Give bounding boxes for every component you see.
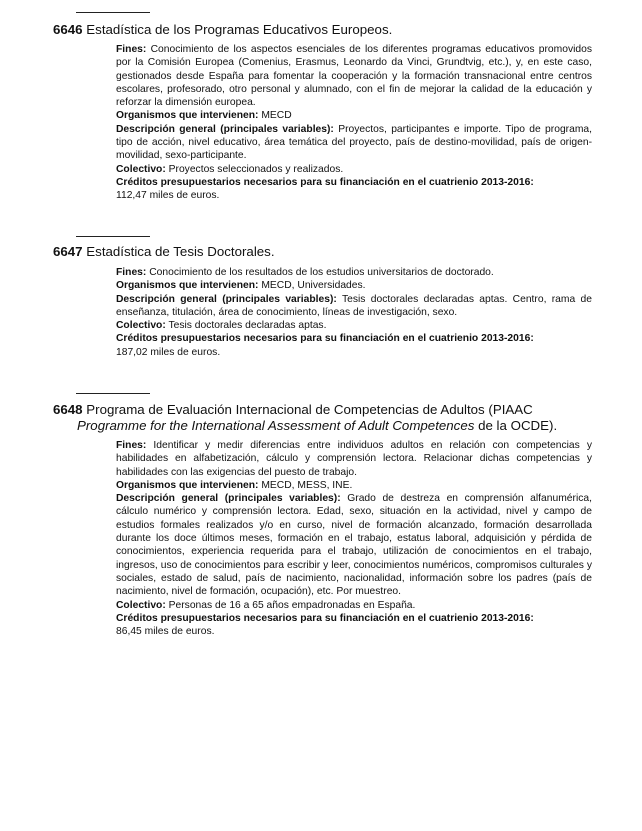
creditos-field (116, 332, 592, 359)
colectivo-value: Personas de 16 a 65 años empadronadas en España. (168, 599, 416, 611)
creditos-value: 187,02 miles de euros. (116, 346, 221, 358)
fines-field (116, 266, 592, 279)
organismos-value: MECD (261, 110, 292, 122)
organismos-field (116, 109, 592, 122)
colectivo-field (116, 163, 592, 176)
descripcion-label: Descripción general (principales variables): (116, 123, 334, 135)
creditos-field (116, 612, 592, 639)
entry-title-text: Estadística de Tesis Doctorales. (86, 244, 275, 259)
colectivo-value: Tesis doctorales declaradas aptas. (168, 320, 327, 332)
entry-code: 6647 (53, 244, 83, 259)
organismos-value: MECD, Universidades. (261, 280, 366, 292)
colectivo-label: Colectivo: (116, 163, 166, 175)
entry-body (116, 266, 592, 359)
colectivo-field (116, 319, 592, 332)
entry-title (53, 22, 613, 38)
colectivo-field (116, 599, 592, 612)
creditos-value: 112,47 miles de euros. (116, 190, 220, 202)
separator-rule (76, 12, 150, 13)
entry-title-suffix: de la OCDE). (474, 418, 558, 433)
entry-code: 6648 (53, 402, 83, 417)
fines-value: Conocimiento de los resultados de los estudios universitarios de doctorado. (149, 267, 494, 278)
descripcion-label: Descripción general (principales variables): (116, 493, 341, 505)
entry-code: 6646 (53, 22, 83, 37)
fines-label: Fines: (116, 267, 147, 278)
creditos-field (116, 176, 592, 203)
organismos-field (116, 279, 592, 292)
fines-label: Fines: (116, 440, 147, 451)
creditos-label: Créditos presupuestarios necesarios para su financiación en el cuatrienio 2013-2016: (116, 333, 534, 345)
entry-title-english: Programme for the International Assessment of Adult Competences (77, 418, 475, 433)
entry-body (116, 439, 592, 638)
organismos-label: Organismos que intervienen: (116, 110, 259, 122)
fines-field (116, 439, 592, 479)
fines-field (116, 43, 592, 109)
separator-rule (76, 236, 150, 237)
entry-title-text: Estadística de los Programas Educativos Europeos. (86, 22, 393, 37)
entry-title (53, 244, 613, 260)
entry-title (53, 402, 613, 434)
fines-value: Conocimiento de los aspectos esenciales de los diferentes programas educativos promovidos por la Comisión Europea (Comenius, Erasmus, Leonardo da Vinci, Grundtvig, etc.), y, en este caso, gestionados desde España para fomentar la cooperación y la formación transnacional entre centros escolares, profesorado, otro personal y alumnado, con el fin de mejorar la calidad de la educación y reforzar la dimensión europea. (116, 44, 592, 109)
creditos-label: Créditos presupuestarios necesarios para su financiación en el cuatrienio 2013-2016: (116, 612, 534, 624)
fines-value: Identificar y medir diferencias entre individuos adultos en relación con competencias y habilidades en alfabetización, cálculo y comprensión lectora. Relacionar dichas competencias y habilidades con las exigencias del puesto de trabajo. (116, 440, 592, 478)
organismos-field (116, 479, 592, 492)
entry-body (116, 43, 592, 203)
fines-label: Fines: (116, 44, 147, 55)
organismos-value: MECD, MESS, INE. (261, 479, 353, 491)
colectivo-label: Colectivo: (116, 599, 166, 611)
descripcion-label: Descripción general (principales variables): (116, 293, 337, 305)
organismos-label: Organismos que intervienen: (116, 479, 259, 491)
descripcion-field (116, 123, 592, 163)
colectivo-value: Proyectos seleccionados y realizados. (168, 163, 344, 175)
creditos-label: Créditos presupuestarios necesarios para su financiación en el cuatrienio 2013-2016: (116, 176, 534, 188)
colectivo-label: Colectivo: (116, 320, 166, 332)
organismos-label: Organismos que intervienen: (116, 280, 259, 292)
descripcion-value: Proyectos, participantes e importe. Tipo de programa, tipo de acción, nivel educativo, área temática del proyecto, país de destino-movilidad, país de origen-movilidad, sexo-participante. (116, 123, 592, 162)
separator-rule (76, 393, 150, 394)
descripcion-value: Grado de destreza en comprensión alfanumérica, cálculo numérico y comprensión lectora. Edad, sexo, situación en la actividad, nivel y campo de estudios formales realizados y/o en curso, nivel de formación alcanzado, formación desarrollada durante los doce últimos meses, formación en el trabajo, estatus laboral, adquisición y pérdida de conocimientos, experiencia requerida para el trabajo, utilización de conocimientos en el trabajo, ingresos, uso de conocimientos para escribir y leer, conocimientos numéricos, compromisos culturales y sociales, estado de salud, país de nacimiento, nacionalidad, información sobre los padres (país de nacimiento, nivel de formación, ocupación), etc. Por muestreo. (116, 493, 592, 598)
creditos-value: 86,45 miles de euros. (116, 626, 215, 638)
descripcion-field (116, 293, 592, 320)
entry-title-text: Programa de Evaluación Internacional de Competencias de Adultos (PIAAC (86, 402, 533, 417)
descripcion-value: Tesis doctorales declaradas aptas. Centro, rama de enseñanza, titulación, área de conocimiento, líneas de investigación, sexo. (116, 293, 592, 318)
descripcion-field (116, 492, 592, 598)
